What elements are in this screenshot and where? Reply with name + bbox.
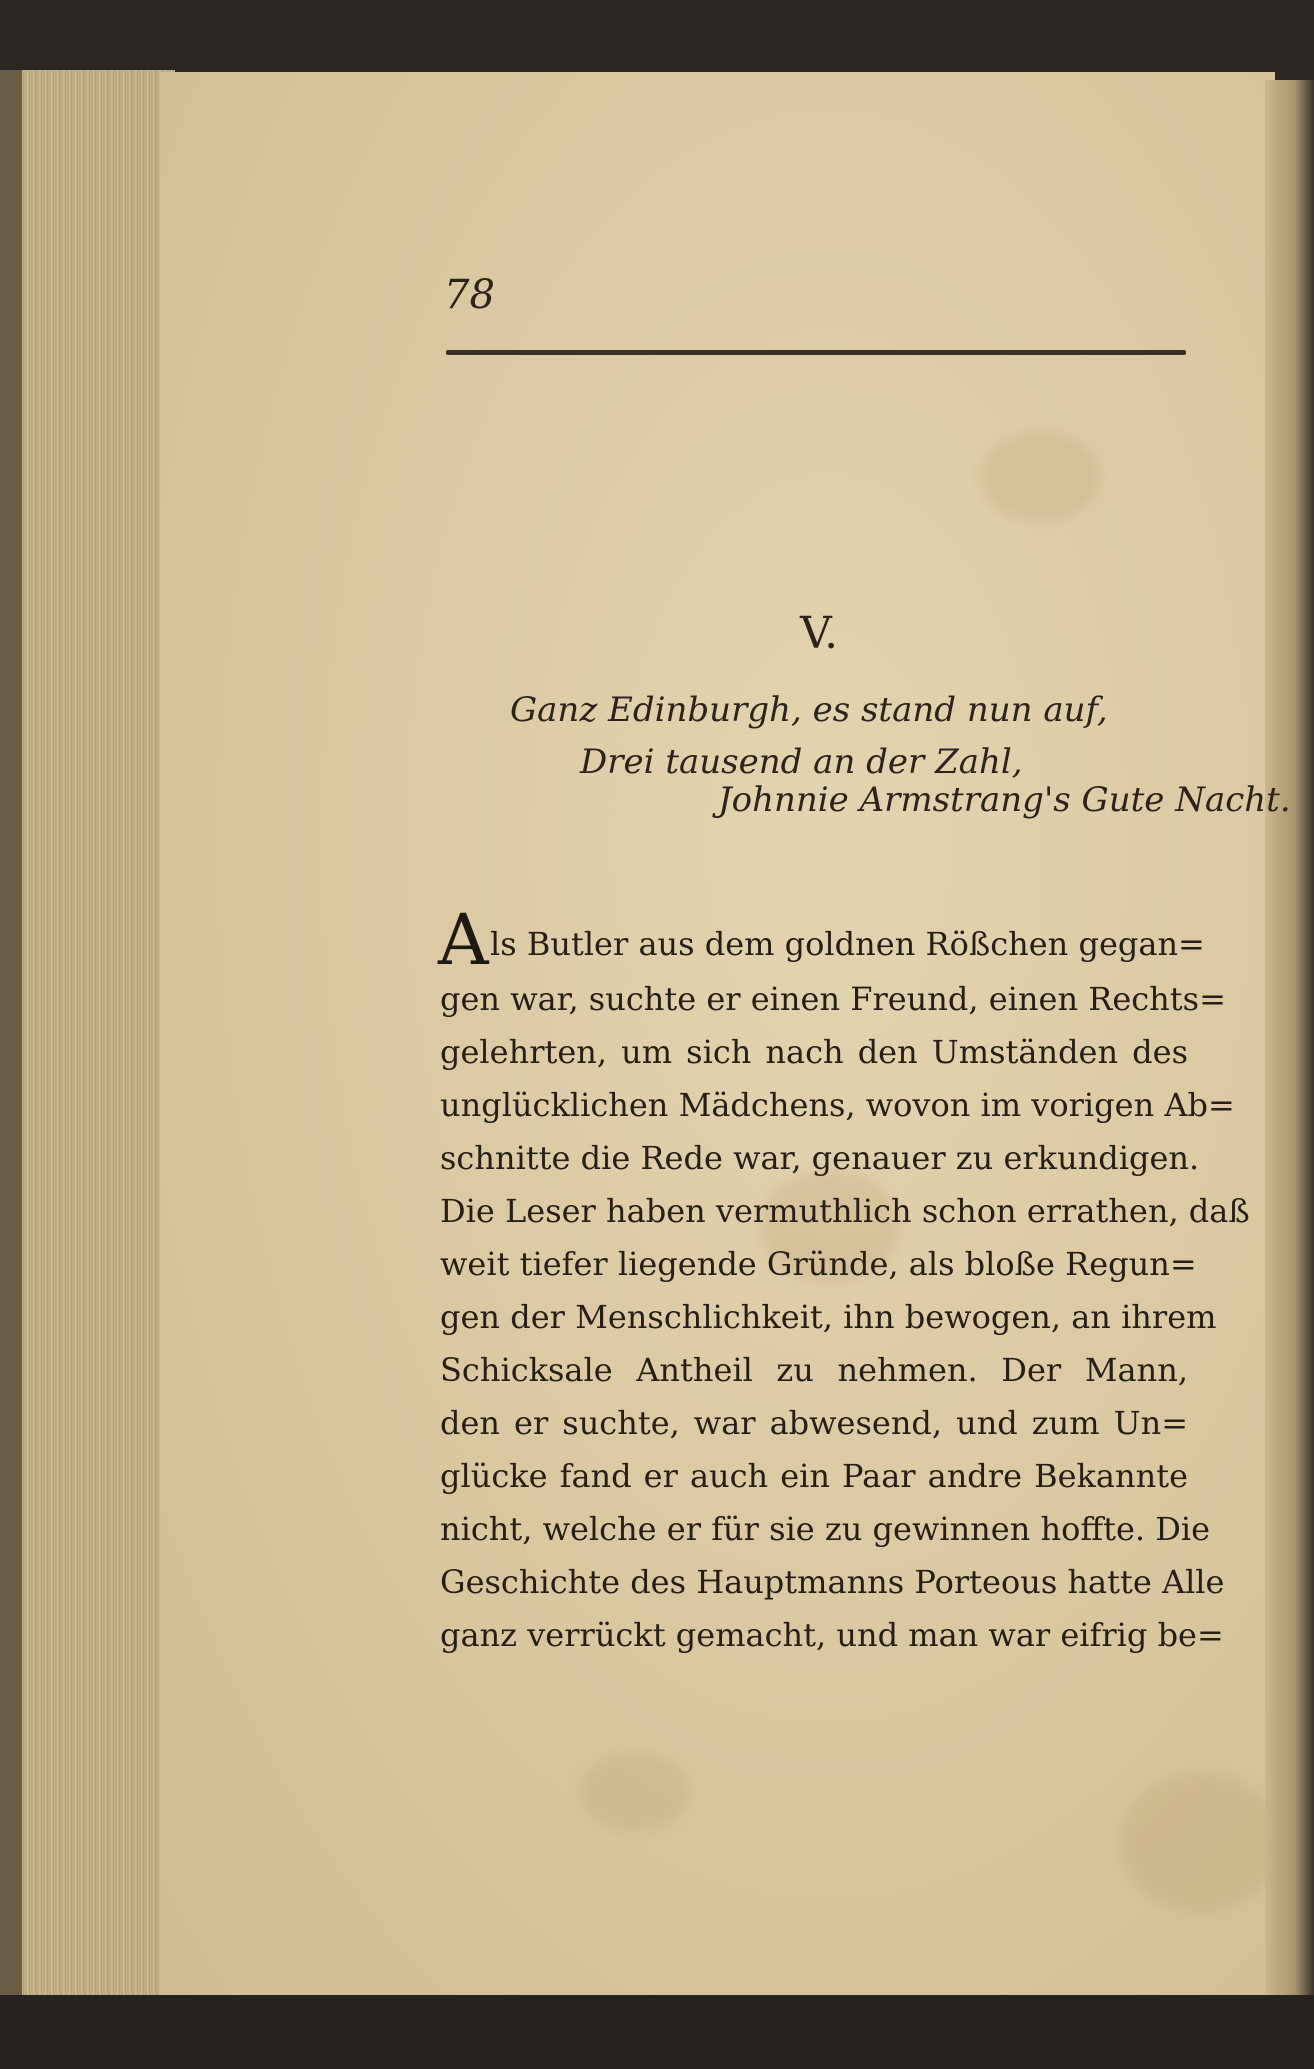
body-line: schnitte die Rede war, genauer zu erkundigen. [440, 1139, 1200, 1177]
body-line: gen war, suchte er einen Freund, einen Rechts= [440, 980, 1226, 1018]
header-rule [446, 350, 1186, 355]
body-line: Geschichte des Hauptmanns Porteous hatte Alle [440, 1563, 1225, 1601]
paper-stain [580, 1752, 690, 1832]
binding-shadow [0, 70, 22, 2000]
epigraph-line: Ganz Edinburgh, es stand nun auf, [510, 690, 1108, 730]
book-cover-bottom [0, 1995, 1314, 2069]
body-line: Die Leser haben vermuthlich schon errathen, daß [440, 1192, 1250, 1230]
body-line: Schicksale Antheil zu nehmen. Der Mann, [440, 1351, 1188, 1389]
page-number: 78 [444, 272, 495, 318]
body-line: glücke fand er auch ein Paar andre Bekannte [440, 1457, 1188, 1495]
chapter-heading: V. [800, 608, 839, 659]
body-line: nicht, welche er für sie zu gewinnen hoffte. Die [440, 1510, 1211, 1548]
page-right-edge [1265, 80, 1314, 2000]
body-line: ls Butler aus dem goldnen Rößchen gegan= [490, 925, 1205, 963]
paper-stain [1120, 1772, 1280, 1912]
body-line: weit tiefer liegende Gründe, als bloße Regun= [440, 1245, 1197, 1283]
body-line: den er suchte, war abwesend, und zum Un= [440, 1404, 1188, 1442]
body-line: gelehrten, um sich nach den Umständen des [440, 1033, 1188, 1071]
epigraph-line: Drei tausend an der Zahl, [580, 742, 1023, 782]
body-line: ganz verrückt gemacht, und man war eifrig be= [440, 1616, 1224, 1654]
drop-initial: A [438, 899, 489, 981]
body-line: unglücklichen Mädchens, wovon im vorigen Ab= [440, 1086, 1235, 1124]
body-line: gen der Menschlichkeit, ihn bewogen, an ihrem [440, 1298, 1217, 1336]
epigraph-line: Johnnie Armstrang's Gute Nacht. [718, 780, 1291, 820]
page-edges [0, 70, 175, 2000]
paper-stain [980, 432, 1100, 522]
